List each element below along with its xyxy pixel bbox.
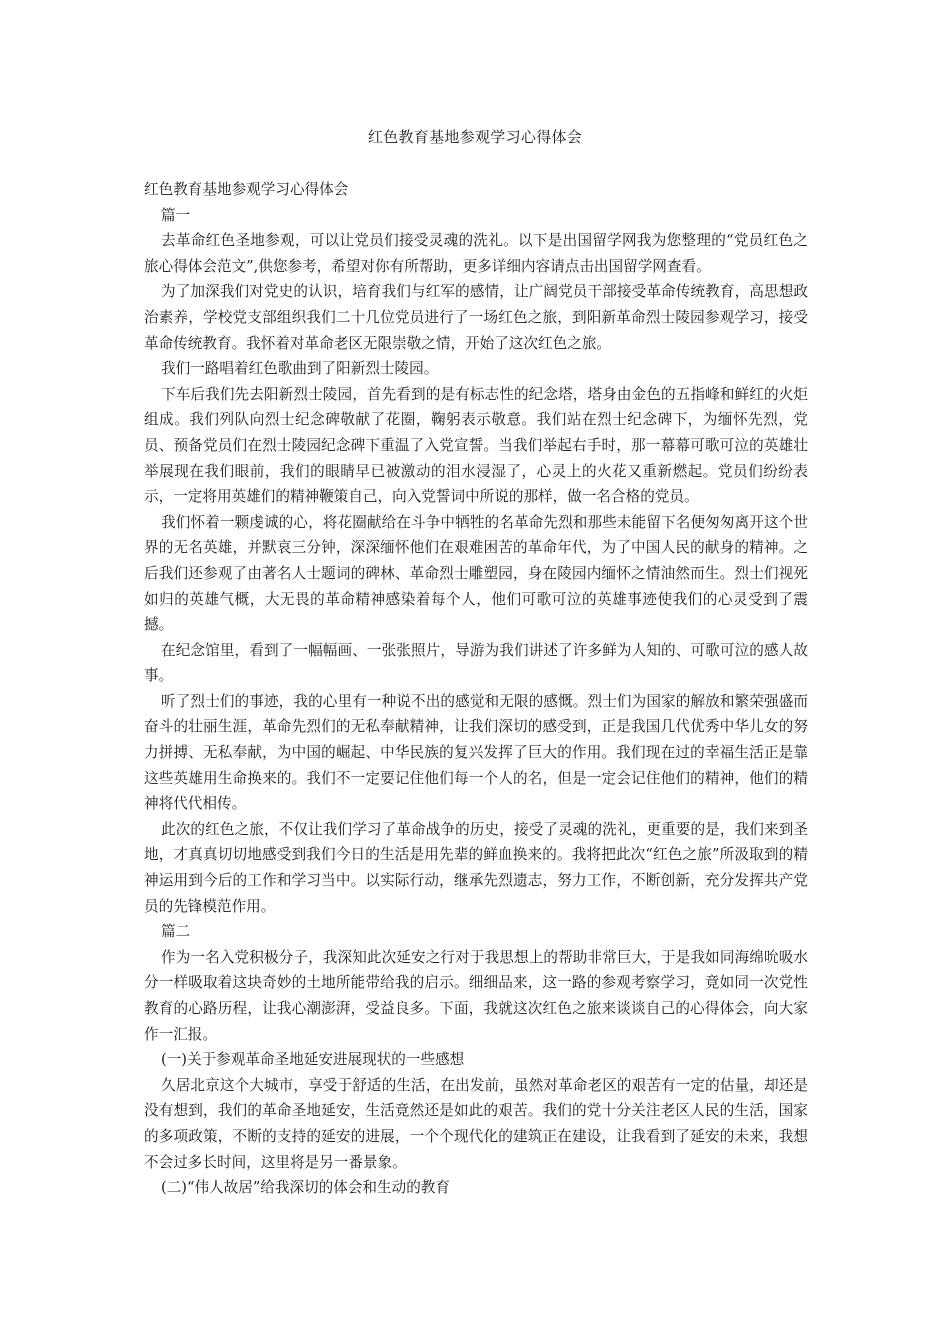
paragraph: 我们一路唱着红色歌曲到了阳新烈士陵园。: [161, 360, 439, 378]
paragraph: 听了烈士们的事迹，我的心里有一种说不出的感觉和无限的感慨。烈士们为国家的解放和繁荣强盛而奋斗的壮丽生涯，革命先烈们的无私奉献精神，让我们深切的感受到，正是我国几代优秀中华儿女的努力拼搏、无私奉献，为中国的崛起、中华民族的复兴发挥了巨大的作用。我们现在过的幸福生活正是靠这些英雄用生命换来的。我们不一定要记住他们每一个人的名，但是一定会记住他们的精神，他们的精神将代代相传。: [144, 692, 808, 813]
document-body: [144, 177, 808, 1201]
paragraph: 为了加深我们对党史的认识，培育我们与红军的感情，让广阔党员干部接受革命传统教育，高思想政治素养，学校党支部组织我们二十几位党员进行了一场红色之旅，到阳新革命烈士陵园参观学习，接受革命传统教育。我怀着对革命老区无限崇敬之情，开始了这次红色之旅。: [144, 283, 808, 352]
paragraph: 下车后我们先去阳新烈士陵园，首先看到的是有标志性的纪念塔，塔身由金色的五指峰和鲜红的火炬组成。我们列队向烈士纪念碑敬献了花圈，鞠躬表示敬意。我们站在烈士纪念碑下，为缅怀先烈，党员、预备党员们在烈士陵园纪念碑下重温了入党宣誓。当我们举起右手时，那一幕幕可歌可泣的英雄壮举展现在我们眼前，我们的眼睛早已被激动的泪水浸湿了，心灵上的火花又重新燃起。党员们纷纷表示，一定将用英雄们的精神鞭策自己，向入党誓词中所说的那样，做一名合格的党员。: [144, 385, 808, 506]
paragraph: 在纪念馆里，看到了一幅幅画、一张张照片，导游为我们讲述了许多鲜为人知的、可歌可泣的感人故事。: [144, 641, 808, 685]
section-heading-part-1: 篇一: [161, 206, 191, 224]
document-title: 红色教育基地参观学习心得体会: [367, 128, 583, 146]
subsection-heading: (二)“伟人故居”给我深切的体会和生动的教育: [161, 1179, 450, 1197]
paragraph: 此次的红色之旅，不仅让我们学习了革命战争的历史，接受了灵魂的洗礼，更重要的是，我们来到圣地，才真真切切地感受到我们今日的生活是用先辈的鲜血换来的。我将把此次“红色之旅”所汲取到的精神运用到今后的工作和学习当中。以实际行动，继承先烈遗志，努力工作，不断创新，充分发挥共产党员的先锋模范作用。: [144, 820, 808, 915]
paragraph: 作为一名入党积极分子，我深知此次延安之行对于我思想上的帮助非常巨大，于是我如同海绵吮吸水分一样吸取着这块奇妙的土地所能带给我的启示。细细品来，这一路的参观考察学习，竟如同一次党性教育的心路历程，让我心潮澎湃，受益良多。下面，我就这次红色之旅来谈谈自己的心得体会，向大家作一汇报。: [144, 948, 808, 1043]
paragraph: 久居北京这个大城市，享受于舒适的生活，在出发前，虽然对革命老区的艰苦有一定的估量，却还是没有想到，我们的革命圣地延安，生活竟然还是如此的艰苦。我们的党十分关注老区人民的生活，国家的多项政策，不断的支持的延安的进展，一个个现代化的建筑正在建设，让我看到了延安的未来，我想不会过多长时间，这里将是另一番景象。: [144, 1076, 808, 1171]
section-heading-part-2: 篇二: [161, 923, 191, 941]
subsection-heading: (一)关于参观革命圣地延安进展现状的一些感想: [161, 1051, 465, 1069]
document-subtitle: 红色教育基地参观学习心得体会: [144, 181, 349, 198]
paragraph: 去革命红色圣地参观，可以让党员们接受灵魂的洗礼。以下是出国留学网我为您整理的“党员红色之旅心得体会范文”,供您参考，希望对你有所帮助，更多详细内容请点击出国留学网查看。: [144, 232, 808, 275]
paragraph: 我们怀着一颗虔诚的心，将花圈献给在斗争中牺牲的名革命先烈和那些未能留下名便匆匆离开这个世界的无名英雄，并默哀三分钟，深深缅怀他们在艰难困苦的革命年代，为了中国人民的献身的精神。之后我们还参观了由著名人士题词的碑林、革命烈士雕塑园，身在陵园内缅怀之情油然而生。烈士们视死如归的英雄气概，大无畏的革命精神感染着每个人，他们可歌可泣的英雄事迹使我们的心灵受到了震撼。: [144, 513, 808, 634]
